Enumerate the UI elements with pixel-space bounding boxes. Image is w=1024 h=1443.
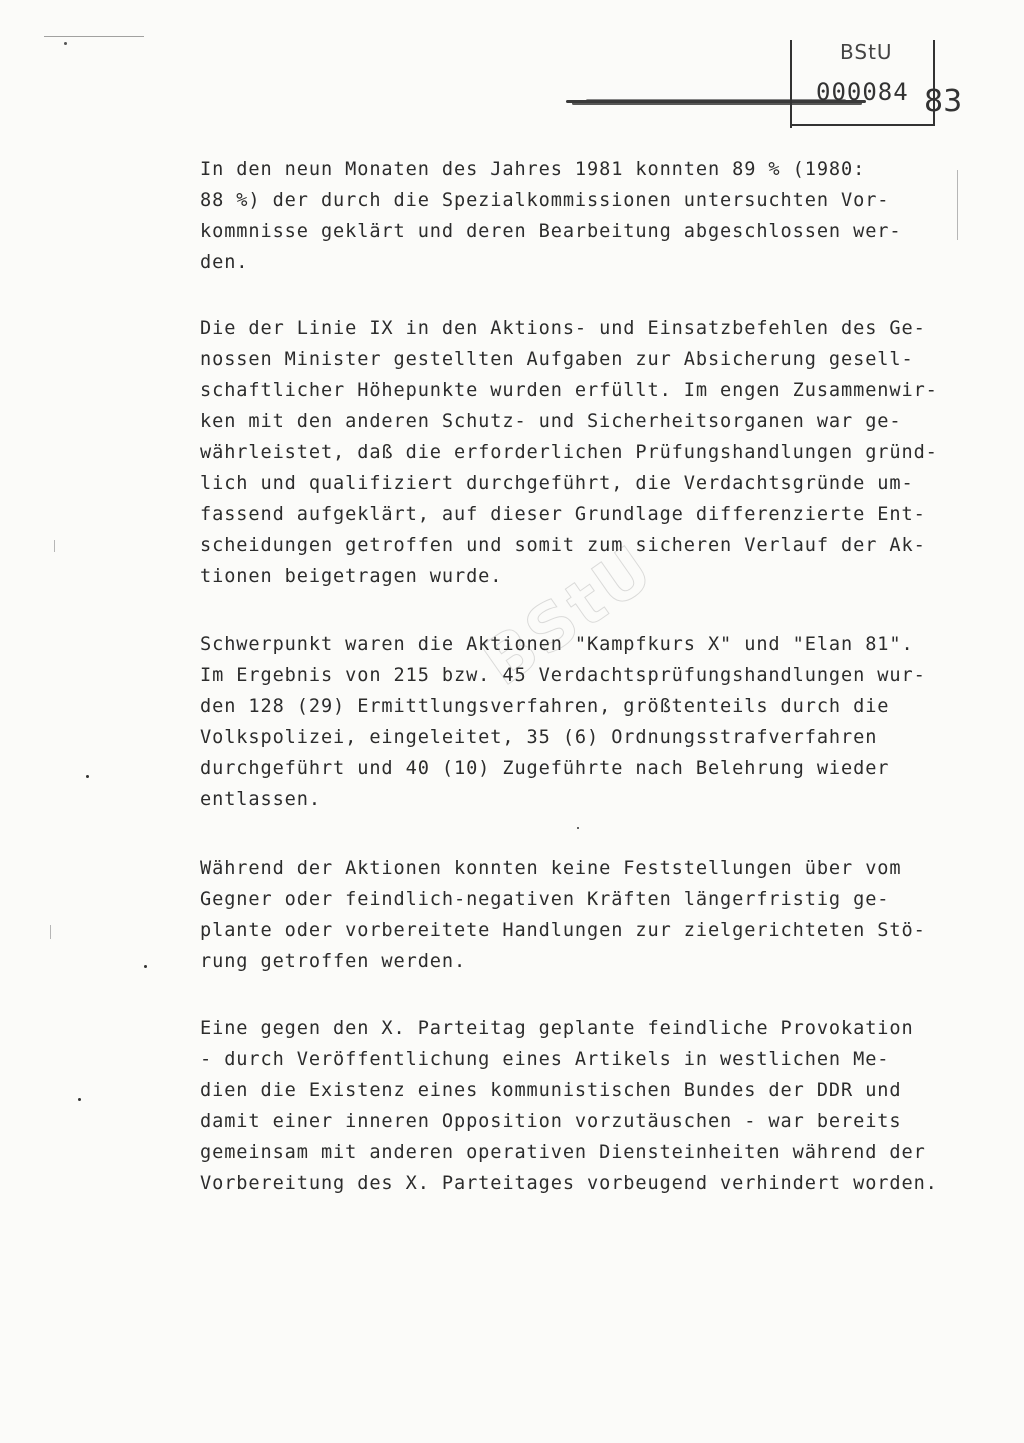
text-line: damit einer inneren Opposition vorzutäuschen - war bereits — [200, 1111, 902, 1132]
page-number: 83 — [924, 84, 963, 119]
speck — [78, 1098, 81, 1101]
text-line: Vorbereitung des X. Parteitages vorbeugend verhindert worden. — [200, 1173, 938, 1194]
text-line: entlassen. — [200, 789, 321, 810]
left-margin-mark — [54, 540, 55, 552]
paragraph-5 — [200, 1013, 970, 1199]
text-line: fassend aufgeklärt, auf dieser Grundlage differenzierte Ent- — [200, 504, 926, 525]
text-line: 88 %) der durch die Spezialkommissionen untersuchten Vor- — [200, 190, 890, 211]
text-line: den. — [200, 252, 249, 273]
speck — [144, 965, 147, 968]
speck — [577, 827, 579, 829]
text-line: schaftlicher Höhepunkte wurden erfüllt. Im engen Zusammenwir- — [200, 380, 938, 401]
text-line: Im Ergebnis von 215 bzw. 45 Verdachtsprüfungshandlungen wur- — [200, 665, 926, 686]
text-line: den 128 (29) Ermittlungsverfahren, größtenteils durch die — [200, 696, 890, 717]
text-line: tionen beigetragen wurde. — [200, 566, 503, 587]
text-line: durchgeführt und 40 (10) Zugeführte nach Belehrung wieder — [200, 758, 890, 779]
bstu-watermark: BStU — [470, 531, 668, 701]
text-line: In den neun Monaten des Jahres 1981 konnten 89 % (1980: — [200, 159, 866, 180]
stamp-border-left — [790, 40, 792, 128]
top-left-speck — [64, 42, 67, 45]
text-line: Eine gegen den X. Parteitag geplante feindliche Provokation — [200, 1018, 914, 1039]
text-line: Volkspolizei, eingeleitet, 35 (6) Ordnungsstrafverfahren — [200, 727, 878, 748]
stamp-title: BStU — [840, 40, 893, 64]
text-line: plante oder vorbereitete Handlungen zur zielgerichteten Stö- — [200, 920, 926, 941]
text-line: gemeinsam mit anderen operativen Diensteinheiten während der — [200, 1142, 926, 1163]
top-left-line-mark — [44, 36, 144, 38]
text-line: - durch Veröffentlichung eines Artikels in westlichen Me- — [200, 1049, 890, 1070]
text-line: nossen Minister gestellten Aufgaben zur Absicherung gesell- — [200, 349, 914, 370]
text-line: ken mit den anderen Schutz- und Sicherheitsorganen war ge- — [200, 411, 902, 432]
text-line: lich und qualifiziert durchgeführt, die Verdachtsgründe um- — [200, 473, 914, 494]
text-line: Schwerpunkt waren die Aktionen "Kampfkurs X" und "Elan 81". — [200, 634, 914, 655]
text-line: währleistet, daß die erforderlichen Prüfungshandlungen gründ- — [200, 442, 938, 463]
archive-stamp — [790, 40, 935, 135]
stamp-border-bottom — [790, 124, 935, 126]
left-margin-mark — [50, 925, 51, 939]
text-line: Gegner oder feindlich-negativen Kräften längerfristig ge- — [200, 889, 890, 910]
right-margin-mark — [957, 170, 958, 240]
paragraph-2 — [200, 313, 970, 592]
speck — [86, 775, 89, 778]
paragraph-4 — [200, 853, 970, 977]
stamp-number: 000084 — [816, 78, 909, 106]
text-line: dien die Existenz eines kommunistischen Bundes der DDR und — [200, 1080, 902, 1101]
text-line: rung getroffen werden. — [200, 951, 467, 972]
paragraph-1 — [200, 154, 970, 278]
text-line: Die der Linie IX in den Aktions- und Einsatzbefehlen des Ge- — [200, 318, 926, 339]
text-line: scheidungen getroffen und somit zum sicheren Verlauf der Ak- — [200, 535, 926, 556]
text-line: kommnisse geklärt und deren Bearbeitung abgeschlossen wer- — [200, 221, 902, 242]
text-line: Während der Aktionen konnten keine Feststellungen über vom — [200, 858, 902, 879]
paragraph-3 — [200, 629, 970, 815]
